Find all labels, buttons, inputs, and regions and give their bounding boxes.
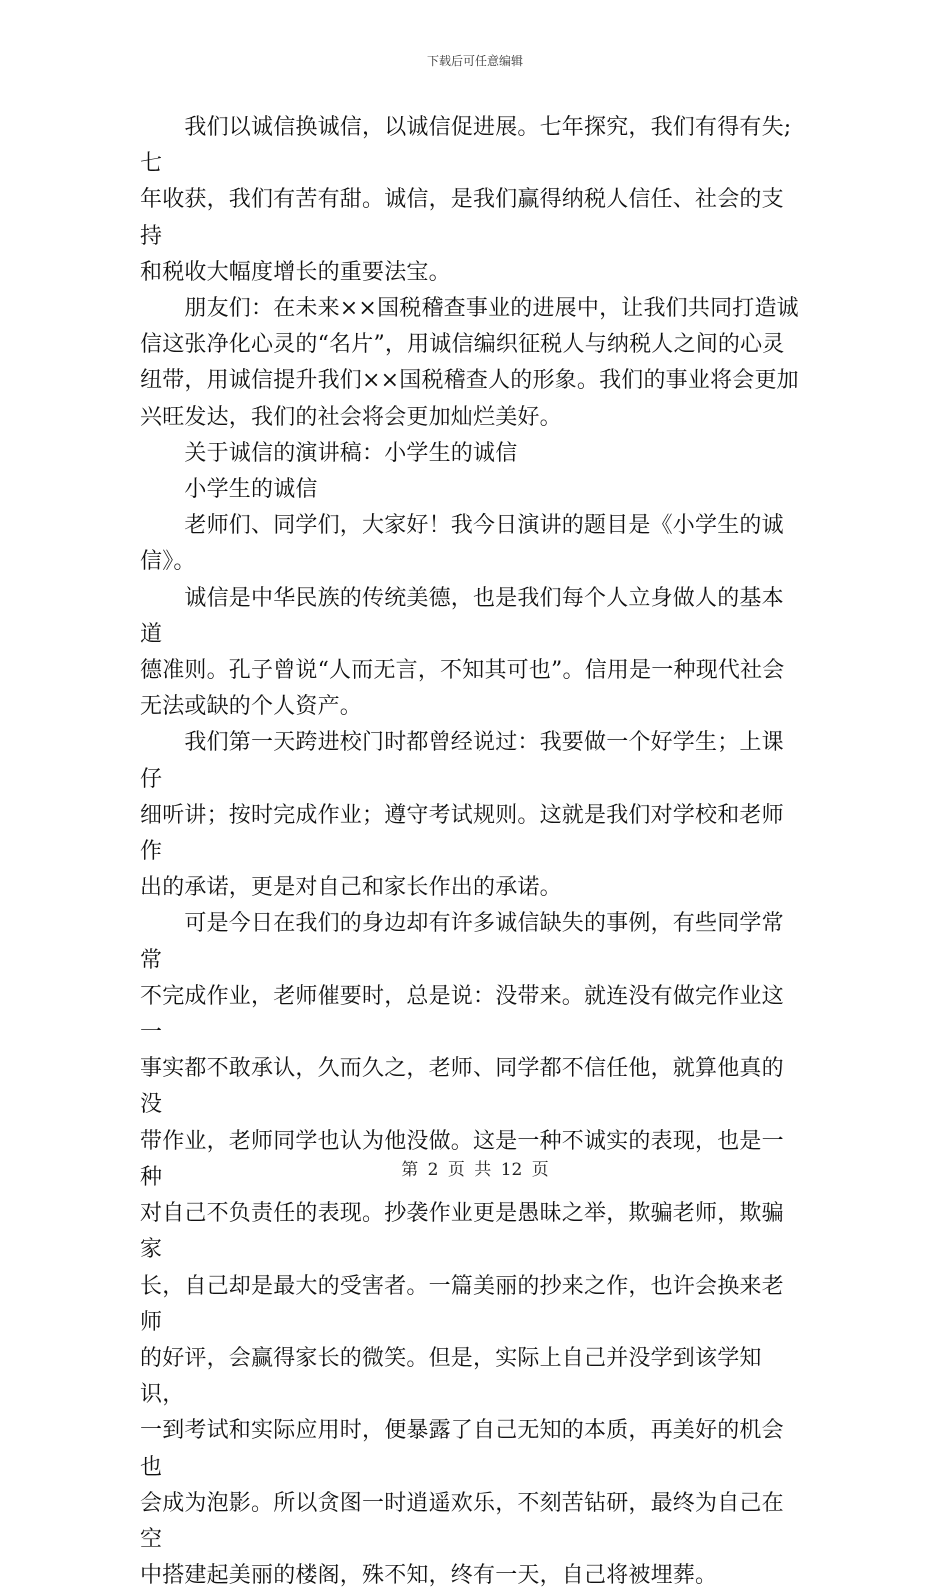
paragraph-examples: 可是今日在我们的身边却有许多诚信缺失的事例，有些同学常常 不完成作业，老师催要时，总是说：没带来。就连没有做完作业这一 事实都不敢承认，久而久之，老师、同学都不信任他，就算他真的没 带作业，老师同学也认为他没做。这是一种不诚实的表现，也是一种 对自己不负责任的表现。抄袭作业更是愚昧之举，欺骗老师，欺骗家 长，自己却是最大的受害者。一篇美丽的抄来之作，也许会换来老师 的好评，会赢得家长的微笑。但是，实际上自己并没学到该学知识， 一到考试和实际应用时，便暴露了自己无知的本质，再美好的机会也 会成为泡影。所以贪图一时逍遥欢乐，不刻苦钻研，最终为自己在空 中搭建起美丽的楼阁，殊不知，终有一天，自己将被埋葬。 [140, 911, 784, 1589]
page-header: 下载后可任意编辑 [426, 54, 523, 68]
page-footer: 第 2 页 共 12 页 [401, 1160, 549, 1180]
section-title: 关于诚信的演讲稿：小学生的诚信 [140, 440, 518, 466]
paragraph-promise: 我们第一天跨进校门时都曾经说过：我要做一个好学生；上课仔 细听讲；按时完成作业；遵守考试规则。这就是我们对学校和老师作 出的承诺，更是对自己和家长作出的承诺。 [140, 730, 784, 901]
paragraph-friends: 朋友们：在未来××国税稽查事业的进展中，让我们共同打造诚 信这张净化心灵的“名片”，用诚信编织征税人与纳税人之间的心灵 纽带，用诚信提升我们××国税稽查人的形象。我们的事业将会更加 兴旺发达，我们的社会将会更加灿烂美好。 [140, 296, 799, 430]
paragraph-greeting: 老师们、同学们，大家好！我今日演讲的题目是《小学生的诚 信》。 [140, 513, 784, 575]
paragraph-honesty-exchange: 我们以诚信换诚信，以诚信促进展。七年探究，我们有得有失;七 年收获，我们有苦有甜。诚信，是我们赢得纳税人信任、社会的支持 和税收大幅度增长的重要法宝。 [140, 115, 792, 285]
document-body [140, 110, 800, 1594]
speech-title: 小学生的诚信 [140, 477, 318, 503]
paragraph-tradition: 诚信是中华民族的传统美德，也是我们每个人立身做人的基本道 德准则。孔子曾说“人而无言，不知其可也”。信用是一种现代社会 无法或缺的个人资产。 [140, 585, 785, 720]
